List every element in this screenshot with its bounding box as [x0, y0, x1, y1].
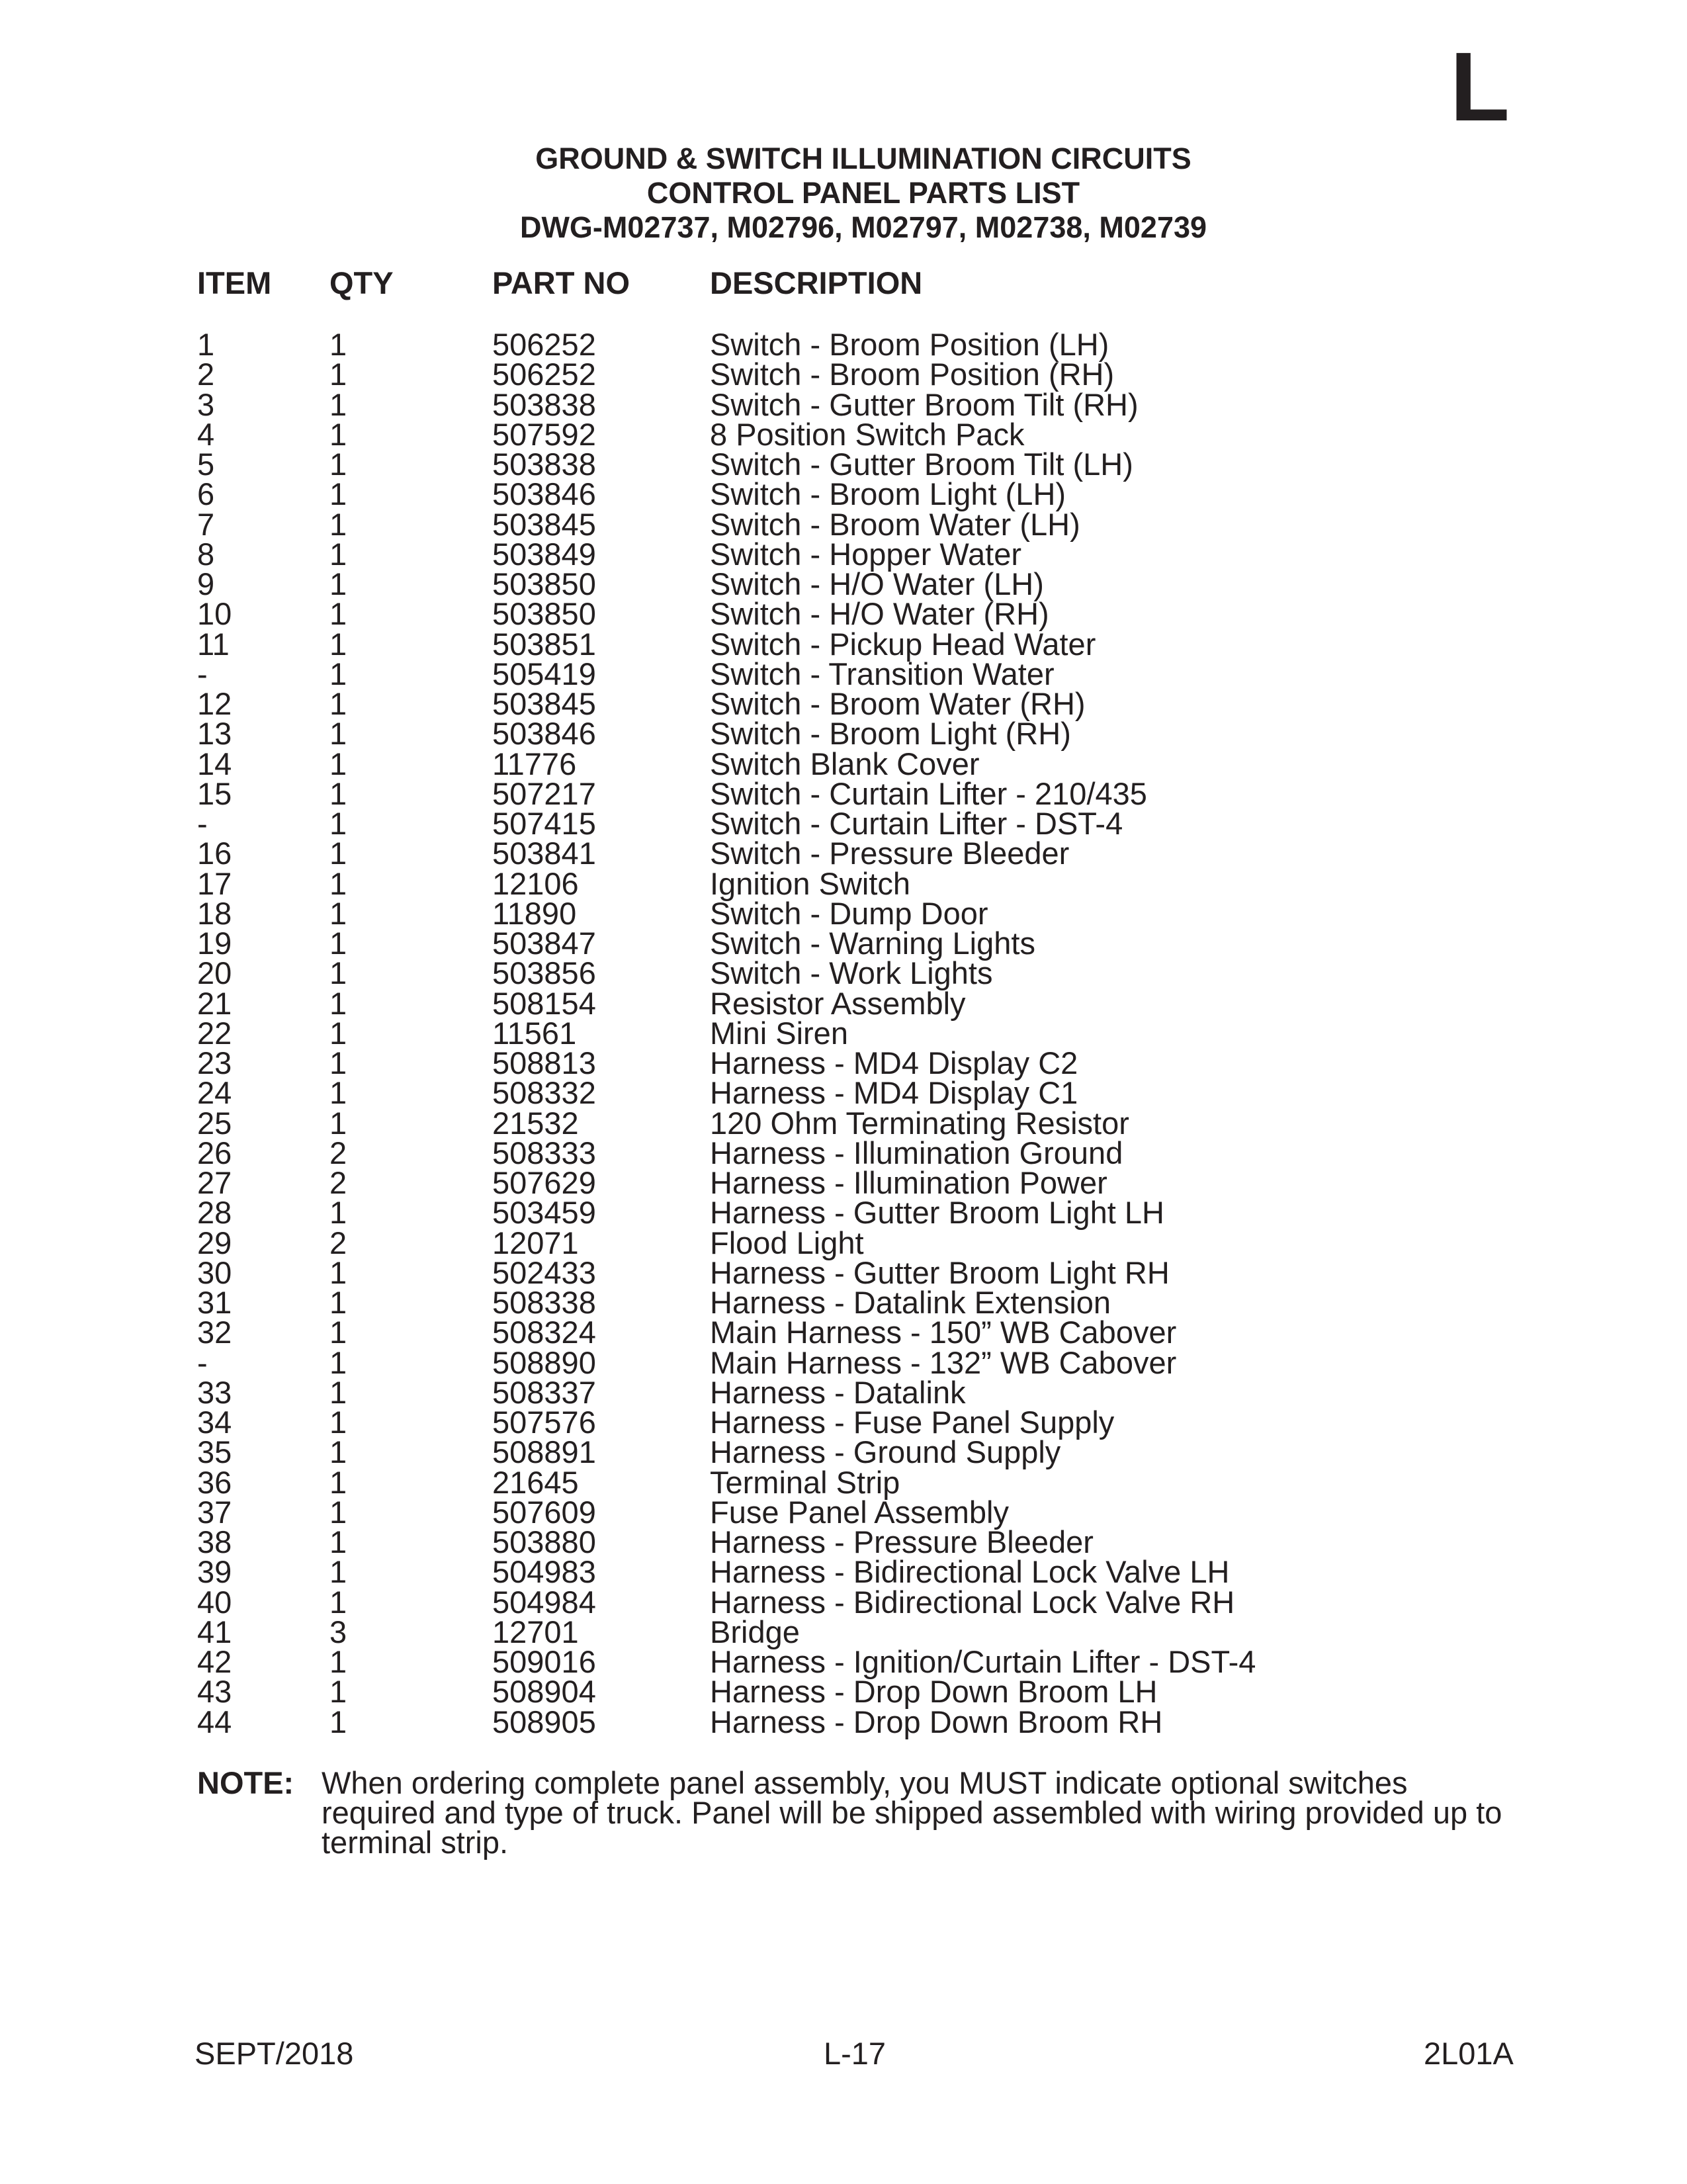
- part-item-number: 32: [197, 1315, 232, 1350]
- part-description: Harness - Drop Down Broom LH: [710, 1674, 1158, 1710]
- part-row: [0, 716, 1687, 752]
- part-row: [0, 775, 1687, 811]
- part-quantity: 1: [329, 1584, 347, 1620]
- part-number: 503849: [492, 536, 596, 572]
- part-quantity: 1: [329, 1494, 347, 1530]
- part-number: 503845: [492, 506, 596, 542]
- part-item-number: 41: [197, 1614, 232, 1649]
- part-quantity: 1: [329, 775, 347, 811]
- part-item-number: 1: [197, 327, 215, 362]
- part-row: [0, 1045, 1687, 1080]
- part-number: 507609: [492, 1494, 596, 1530]
- part-description: Harness - Gutter Broom Light LH: [710, 1195, 1164, 1231]
- part-item-number: -: [197, 1344, 208, 1380]
- part-number: 508904: [492, 1674, 596, 1710]
- part-item-number: -: [197, 656, 208, 691]
- part-quantity: 1: [329, 746, 347, 781]
- part-description: Switch - Gutter Broom Tilt (LH): [710, 447, 1133, 482]
- part-quantity: 1: [329, 806, 347, 841]
- column-header-description: DESCRIPTION: [710, 265, 923, 300]
- part-description: Harness - Fuse Panel Supply: [710, 1405, 1115, 1440]
- part-number: 507576: [492, 1405, 596, 1440]
- part-quantity: 1: [329, 596, 347, 632]
- part-description: Switch - Dump Door: [710, 895, 988, 931]
- part-quantity: 1: [329, 416, 347, 452]
- part-quantity: 1: [329, 1674, 347, 1710]
- part-row: [0, 865, 1687, 901]
- part-number: 503846: [492, 716, 596, 752]
- part-row: [0, 1285, 1687, 1320]
- part-quantity: 1: [329, 1195, 347, 1231]
- part-quantity: 2: [329, 1135, 347, 1170]
- part-number: 508813: [492, 1045, 596, 1080]
- part-quantity: 1: [329, 1434, 347, 1470]
- part-number: 12106: [492, 865, 579, 901]
- part-quantity: 1: [329, 865, 347, 901]
- part-quantity: 2: [329, 1165, 347, 1200]
- part-description: Terminal Strip: [710, 1464, 900, 1500]
- part-row: [0, 836, 1687, 871]
- part-description: Switch - H/O Water (RH): [710, 596, 1049, 632]
- part-description: Switch - Broom Light (LH): [710, 476, 1066, 512]
- part-item-number: 9: [197, 566, 215, 601]
- part-quantity: 1: [329, 1075, 347, 1111]
- part-row: [0, 1374, 1687, 1410]
- part-number: 507592: [492, 416, 596, 452]
- part-number: 503838: [492, 447, 596, 482]
- part-quantity: 2: [329, 1225, 347, 1260]
- part-description: Switch - Warning Lights: [710, 926, 1035, 961]
- column-header-item: ITEM: [197, 265, 272, 300]
- part-item-number: 23: [197, 1045, 232, 1080]
- part-description: Ignition Switch: [710, 865, 911, 901]
- part-description: Switch - Hopper Water: [710, 536, 1022, 572]
- part-number: 11890: [492, 895, 577, 931]
- part-description: Switch - Gutter Broom Tilt (RH): [710, 386, 1139, 422]
- part-quantity: 1: [329, 1344, 347, 1380]
- part-description: Switch Blank Cover: [710, 746, 980, 781]
- part-item-number: 3: [197, 386, 215, 422]
- part-row: [0, 386, 1687, 422]
- part-quantity: 1: [329, 386, 347, 422]
- part-item-number: 44: [197, 1704, 232, 1739]
- part-quantity: 1: [329, 626, 347, 662]
- part-row: [0, 1105, 1687, 1141]
- part-item-number: 28: [197, 1195, 232, 1231]
- part-quantity: 1: [329, 686, 347, 721]
- part-quantity: 1: [329, 476, 347, 512]
- part-number: 503850: [492, 596, 596, 632]
- part-row: [0, 536, 1687, 572]
- part-number: 503846: [492, 476, 596, 512]
- part-number: 21645: [492, 1464, 579, 1500]
- part-quantity: 1: [329, 1105, 347, 1141]
- part-quantity: 1: [329, 716, 347, 752]
- part-row: [0, 1584, 1687, 1620]
- part-description: Harness - Datalink Extension: [710, 1285, 1111, 1320]
- part-row: [0, 1344, 1687, 1380]
- part-quantity: 1: [329, 836, 347, 871]
- part-description: Switch - Curtain Lifter - DST-4: [710, 806, 1123, 841]
- part-description: Switch - H/O Water (LH): [710, 566, 1044, 601]
- part-quantity: 1: [329, 327, 347, 362]
- part-description: Switch - Broom Water (RH): [710, 686, 1086, 721]
- part-quantity: 1: [329, 536, 347, 572]
- part-item-number: 39: [197, 1554, 232, 1590]
- part-description: Flood Light: [710, 1225, 864, 1260]
- part-row: [0, 1315, 1687, 1350]
- title-line-3: DWG-M02737, M02796, M02797, M02738, M02739: [519, 210, 1207, 244]
- part-number: 503459: [492, 1195, 596, 1231]
- part-description: Switch - Broom Water (LH): [710, 506, 1080, 542]
- part-number: 12701: [492, 1614, 579, 1649]
- part-row: [0, 1165, 1687, 1200]
- part-item-number: 14: [197, 746, 232, 781]
- part-row: [0, 1674, 1687, 1710]
- part-item-number: 42: [197, 1644, 232, 1679]
- part-quantity: 1: [329, 506, 347, 542]
- part-item-number: 19: [197, 926, 232, 961]
- section-letter: L: [1449, 32, 1510, 142]
- note-label: NOTE:: [197, 1765, 294, 1800]
- part-number: 508891: [492, 1434, 596, 1470]
- part-item-number: 2: [197, 357, 215, 392]
- part-item-number: 25: [197, 1105, 232, 1141]
- part-description: Harness - Datalink: [710, 1374, 966, 1410]
- part-number: 502433: [492, 1254, 596, 1290]
- part-item-number: 11: [197, 626, 230, 662]
- part-number: 11776: [492, 746, 577, 781]
- part-row: [0, 1075, 1687, 1111]
- part-item-number: 6: [197, 476, 215, 512]
- part-description: Switch - Broom Position (LH): [710, 327, 1109, 362]
- part-row: [0, 1434, 1687, 1470]
- part-number: 503851: [492, 626, 596, 662]
- part-description: Main Harness - 132” WB Cabover: [710, 1344, 1177, 1380]
- part-item-number: 12: [197, 686, 232, 721]
- title-line-1: GROUND & SWITCH ILLUMINATION CIRCUITS: [535, 142, 1191, 175]
- part-item-number: 5: [197, 447, 215, 482]
- part-row: [0, 1135, 1687, 1170]
- part-quantity: 1: [329, 926, 347, 961]
- part-item-number: 36: [197, 1464, 232, 1500]
- part-quantity: 1: [329, 955, 347, 991]
- part-quantity: 1: [329, 1524, 347, 1559]
- part-number: 507217: [492, 775, 596, 811]
- part-description: 8 Position Switch Pack: [710, 416, 1025, 452]
- part-item-number: 7: [197, 506, 215, 542]
- part-row: [0, 806, 1687, 841]
- part-description: Harness - Ground Supply: [710, 1434, 1061, 1470]
- part-row: [0, 1195, 1687, 1231]
- part-row: [0, 656, 1687, 691]
- part-row: [0, 327, 1687, 362]
- page-title: [0, 142, 1687, 245]
- part-item-number: 29: [197, 1225, 232, 1260]
- part-number: 504983: [492, 1554, 596, 1590]
- part-item-number: 8: [197, 536, 215, 572]
- part-row: [0, 447, 1687, 482]
- part-row: [0, 1015, 1687, 1051]
- part-row: [0, 357, 1687, 392]
- part-number: 506252: [492, 357, 596, 392]
- part-item-number: 22: [197, 1015, 232, 1051]
- parts-list: [0, 329, 1687, 1737]
- part-item-number: 35: [197, 1434, 232, 1470]
- part-number: 503880: [492, 1524, 596, 1559]
- part-number: 508154: [492, 985, 596, 1021]
- part-description: Harness - Gutter Broom Light RH: [710, 1254, 1170, 1290]
- footer-date: SEPT/2018: [195, 2036, 354, 2071]
- part-row: [0, 506, 1687, 542]
- part-item-number: -: [197, 806, 208, 841]
- part-quantity: 1: [329, 566, 347, 601]
- column-header-qty: QTY: [329, 265, 394, 300]
- part-number: 21532: [492, 1105, 579, 1141]
- part-description: Switch - Pressure Bleeder: [710, 836, 1070, 871]
- part-item-number: 10: [197, 596, 232, 632]
- part-number: 505419: [492, 656, 596, 691]
- part-quantity: 1: [329, 447, 347, 482]
- part-quantity: 1: [329, 1704, 347, 1739]
- part-description: Switch - Curtain Lifter - 210/435: [710, 775, 1147, 811]
- part-description: Harness - Drop Down Broom RH: [710, 1704, 1163, 1739]
- part-description: Resistor Assembly: [710, 985, 966, 1021]
- part-row: [0, 985, 1687, 1021]
- part-quantity: 1: [329, 1374, 347, 1410]
- part-row: [0, 1254, 1687, 1290]
- part-item-number: 17: [197, 865, 232, 901]
- part-row: [0, 1524, 1687, 1559]
- part-row: [0, 746, 1687, 781]
- part-quantity: 1: [329, 985, 347, 1021]
- part-item-number: 20: [197, 955, 232, 991]
- part-number: 508338: [492, 1285, 596, 1320]
- part-description: Harness - Pressure Bleeder: [710, 1524, 1094, 1559]
- part-number: 11561: [492, 1015, 577, 1051]
- title-line-2: CONTROL PANEL PARTS LIST: [646, 176, 1080, 210]
- part-quantity: 1: [329, 1644, 347, 1679]
- part-row: [0, 566, 1687, 601]
- part-quantity: 3: [329, 1614, 347, 1649]
- part-description: Harness - MD4 Display C2: [710, 1045, 1078, 1080]
- part-quantity: 1: [329, 1405, 347, 1440]
- part-number: 12071: [492, 1225, 579, 1260]
- part-row: [0, 1614, 1687, 1649]
- part-quantity: 1: [329, 1045, 347, 1080]
- part-row: [0, 1464, 1687, 1500]
- part-item-number: 16: [197, 836, 232, 871]
- part-quantity: 1: [329, 357, 347, 392]
- part-description: Harness - Bidirectional Lock Valve LH: [710, 1554, 1230, 1590]
- part-item-number: 37: [197, 1494, 232, 1530]
- part-row: [0, 926, 1687, 961]
- part-item-number: 31: [197, 1285, 232, 1320]
- part-description: Harness - Bidirectional Lock Valve RH: [710, 1584, 1235, 1620]
- part-item-number: 33: [197, 1374, 232, 1410]
- part-description: Switch - Transition Water: [710, 656, 1055, 691]
- column-header-part-no: PART NO: [492, 265, 630, 300]
- part-row: [0, 596, 1687, 632]
- part-row: [0, 895, 1687, 931]
- part-item-number: 4: [197, 416, 215, 452]
- part-item-number: 38: [197, 1524, 232, 1559]
- part-description: Harness - Illumination Power: [710, 1165, 1107, 1200]
- part-quantity: 1: [329, 1254, 347, 1290]
- part-number: 504984: [492, 1584, 596, 1620]
- part-row: [0, 476, 1687, 512]
- part-number: 508333: [492, 1135, 596, 1170]
- part-quantity: 1: [329, 1285, 347, 1320]
- part-description: Switch - Work Lights: [710, 955, 993, 991]
- part-item-number: 30: [197, 1254, 232, 1290]
- part-number: 508337: [492, 1374, 596, 1410]
- part-number: 508905: [492, 1704, 596, 1739]
- part-item-number: 43: [197, 1674, 232, 1710]
- part-row: [0, 416, 1687, 452]
- part-item-number: 18: [197, 895, 232, 931]
- part-row: [0, 1494, 1687, 1530]
- part-description: 120 Ohm Terminating Resistor: [710, 1105, 1129, 1141]
- note-text: When ordering complete panel assembly, you MUST indicate optional switches required and type of truck. Panel will be shipped assembled with wiring provided up to terminal strip.: [322, 1765, 1502, 1860]
- part-number: 506252: [492, 327, 596, 362]
- part-description: Main Harness - 150” WB Cabover: [710, 1315, 1177, 1350]
- part-row: [0, 1554, 1687, 1590]
- part-description: Fuse Panel Assembly: [710, 1494, 1009, 1530]
- part-number: 509016: [492, 1644, 596, 1679]
- part-number: 503845: [492, 686, 596, 721]
- part-number: 507629: [492, 1165, 596, 1200]
- part-item-number: 13: [197, 716, 232, 752]
- part-number: 508332: [492, 1075, 596, 1111]
- part-quantity: 1: [329, 1315, 347, 1350]
- part-description: Mini Siren: [710, 1015, 848, 1051]
- part-quantity: 1: [329, 1554, 347, 1590]
- part-item-number: 27: [197, 1165, 232, 1200]
- part-row: [0, 1704, 1687, 1739]
- part-number: 508324: [492, 1315, 596, 1350]
- part-item-number: 26: [197, 1135, 232, 1170]
- part-number: 503847: [492, 926, 596, 961]
- part-description: Switch - Pickup Head Water: [710, 626, 1096, 662]
- part-quantity: 1: [329, 1015, 347, 1051]
- footer-code: 2L01A: [1424, 2036, 1514, 2071]
- part-description: Harness - Ignition/Curtain Lifter - DST-4: [710, 1644, 1256, 1679]
- part-description: Harness - MD4 Display C1: [710, 1075, 1078, 1111]
- part-row: [0, 1644, 1687, 1679]
- part-quantity: 1: [329, 1464, 347, 1500]
- part-item-number: 40: [197, 1584, 232, 1620]
- part-number: 503838: [492, 386, 596, 422]
- part-description: Bridge: [710, 1614, 800, 1649]
- part-row: [0, 1405, 1687, 1440]
- part-item-number: 34: [197, 1405, 232, 1440]
- part-description: Switch - Broom Position (RH): [710, 357, 1115, 392]
- part-description: Switch - Broom Light (RH): [710, 716, 1071, 752]
- part-description: Harness - Illumination Ground: [710, 1135, 1123, 1170]
- part-quantity: 1: [329, 656, 347, 691]
- part-number: 507415: [492, 806, 596, 841]
- part-number: 503841: [492, 836, 596, 871]
- part-number: 503850: [492, 566, 596, 601]
- part-row: [0, 1225, 1687, 1260]
- part-row: [0, 955, 1687, 991]
- part-item-number: 15: [197, 775, 232, 811]
- part-number: 508890: [492, 1344, 596, 1380]
- part-row: [0, 686, 1687, 721]
- part-quantity: 1: [329, 895, 347, 931]
- part-row: [0, 626, 1687, 662]
- part-item-number: 24: [197, 1075, 232, 1111]
- part-item-number: 21: [197, 985, 232, 1021]
- part-number: 503856: [492, 955, 596, 991]
- footer-page-number: L-17: [824, 2036, 887, 2071]
